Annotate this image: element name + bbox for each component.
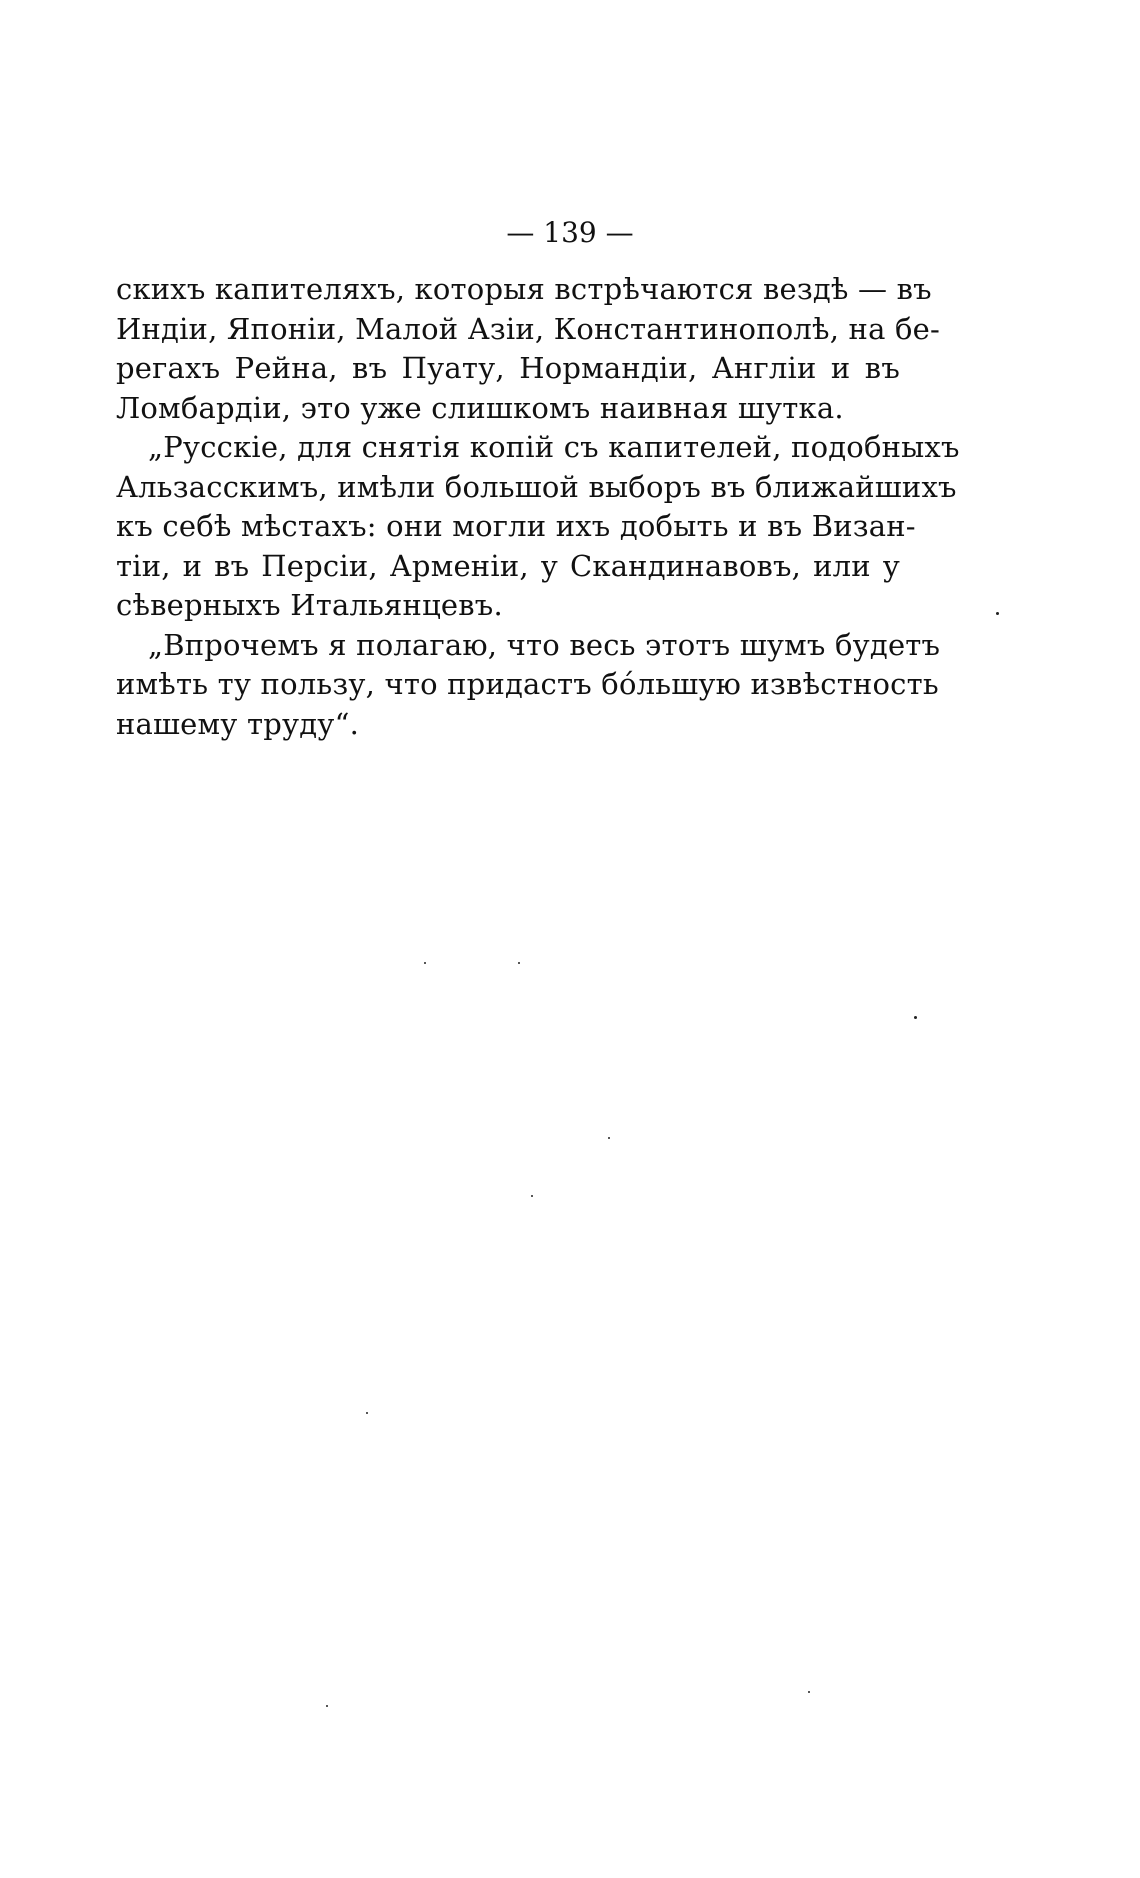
- scan-speck: [366, 1412, 368, 1414]
- scan-speck: [424, 962, 426, 964]
- text-line: къ себѣ мѣстахъ: они могли ихъ добыть и въ Визан-: [116, 509, 916, 543]
- paragraph-1: [116, 270, 941, 428]
- scan-speck: [914, 1016, 917, 1019]
- page-number: — 139 —: [506, 216, 634, 249]
- body-text: [116, 270, 960, 744]
- scan-speck: [996, 612, 999, 615]
- text-line: „Русскіе, для снятія копій съ капителей, подобныхъ: [148, 430, 960, 464]
- text-line: имѣть ту пользу, что придастъ бо́льшую извѣстность: [116, 667, 939, 701]
- text-line: скихъ капителяхъ, которыя встрѣчаются вездѣ — въ: [116, 272, 932, 306]
- text-line: „Впрочемъ я полагаю, что весь этотъ шумъ будетъ: [148, 627, 941, 662]
- scan-speck: [531, 1195, 533, 1197]
- text-line: нашему труду“.: [116, 706, 360, 741]
- text-line: Альзасскимъ, имѣли большой выборъ въ ближайшихъ: [116, 469, 957, 504]
- text-line: сѣверныхъ Итальянцевъ.: [116, 588, 503, 622]
- scan-speck: [326, 1705, 328, 1707]
- paragraph-2: [116, 428, 960, 626]
- scan-speck: [808, 1691, 810, 1693]
- scan-speck: [518, 962, 520, 964]
- text-line: Индіи, Японіи, Малой Азіи, Константинополѣ, на бе-: [116, 311, 941, 346]
- text-line: регахъ Рейна, въ Пуату, Нормандіи, Англіи и въ: [116, 351, 900, 385]
- text-line: Ломбардіи, это уже слишкомъ наивная шутка.: [116, 390, 844, 425]
- paragraph-3: [116, 626, 941, 745]
- text-line: тіи, и въ Персіи, Арменіи, у Скандинавовъ, или у: [116, 548, 900, 583]
- scan-speck: [608, 1137, 610, 1139]
